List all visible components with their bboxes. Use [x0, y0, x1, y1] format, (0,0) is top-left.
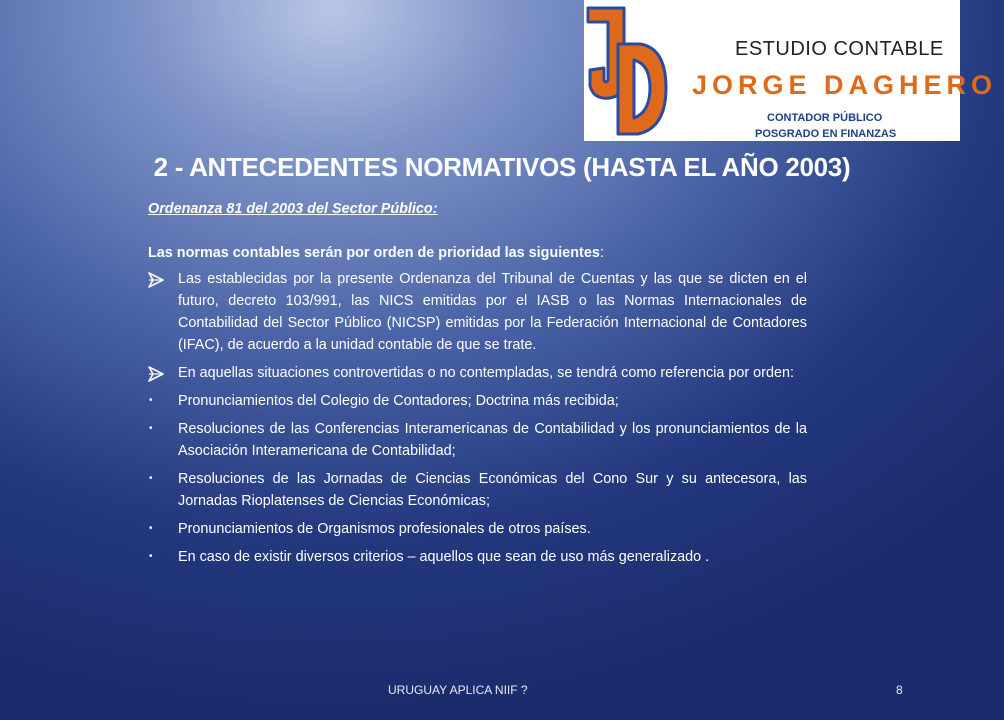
list-item	[148, 518, 807, 540]
footer-text: URUGUAY APLICA NIIF ?	[388, 683, 528, 697]
list-item	[148, 390, 807, 412]
slide-body	[148, 198, 807, 574]
list-item-text: Pronunciamientos del Colegio de Contadores; Doctrina más recibida;	[178, 393, 619, 409]
list-item	[148, 362, 807, 384]
bullet-icon: •	[149, 395, 153, 406]
bullet-icon: •	[149, 473, 153, 484]
list-item-text: Las establecidas por la presente Ordenanza del Tribunal de Cuentas y las que se dicten en el futuro, decreto 103/991, las NICS emitidas por el IASB o las Normas Internacionales de Contabilidad del Sector Público (NICSP) emitidas por la Federación Internacional de Contadores (IFAC), de acuerdo a la unidad contable de que se trate.	[178, 271, 807, 353]
logo-line4: POSGRADO EN FINANZAS	[755, 128, 897, 140]
arrow-bullet-icon	[148, 268, 172, 295]
intro-label: Las normas contables serán por orden de prioridad las siguientes	[148, 245, 600, 261]
arrow-bullet-icon	[148, 362, 172, 389]
list-item-text: Resoluciones de las Jornadas de Ciencias Económicas del Cono Sur y su antecesora, las Jornadas Rioplatenses de Ciencias Económicas;	[178, 471, 807, 509]
logo-line3: CONTADOR PÚBLICO	[767, 112, 883, 124]
list-item-text: En aquellas situaciones controvertidas o no contempladas, se tendrá como referencia por orden:	[178, 365, 794, 381]
page-number: 8	[896, 683, 903, 697]
firm-logo	[584, 0, 998, 141]
intro-colon: :	[599, 245, 604, 261]
logo-monogram-d	[618, 44, 666, 134]
logo-line1: ESTUDIO CONTABLE	[735, 38, 944, 60]
list-item-text: Pronunciamientos de Organismos profesionales de otros países.	[178, 521, 591, 537]
list-item	[148, 546, 807, 568]
slide-subtitle: Ordenanza 81 del 2003 del Sector Público:	[148, 201, 438, 217]
bullet-icon: •	[149, 523, 153, 534]
bullet-icon: •	[149, 551, 153, 562]
norms-list	[148, 268, 807, 568]
logo-line2: JORGE DAGHERO	[692, 70, 998, 100]
logo-graphic	[584, 0, 998, 141]
list-item	[148, 418, 807, 462]
bullet-icon: •	[149, 423, 153, 434]
list-item	[148, 468, 807, 512]
list-item-text: En caso de existir diversos criterios – aquellos que sean de uso más generalizado .	[178, 549, 710, 565]
slide-title: 2 - ANTECEDENTES NORMATIVOS (HASTA EL AÑO 2003)	[153, 152, 851, 182]
intro-text	[148, 242, 807, 264]
list-item-text: Resoluciones de las Conferencias Interamericanas de Contabilidad y los pronunciamientos de la Asociación Interamericana de Contabilidad;	[178, 421, 807, 459]
list-item	[148, 268, 807, 356]
